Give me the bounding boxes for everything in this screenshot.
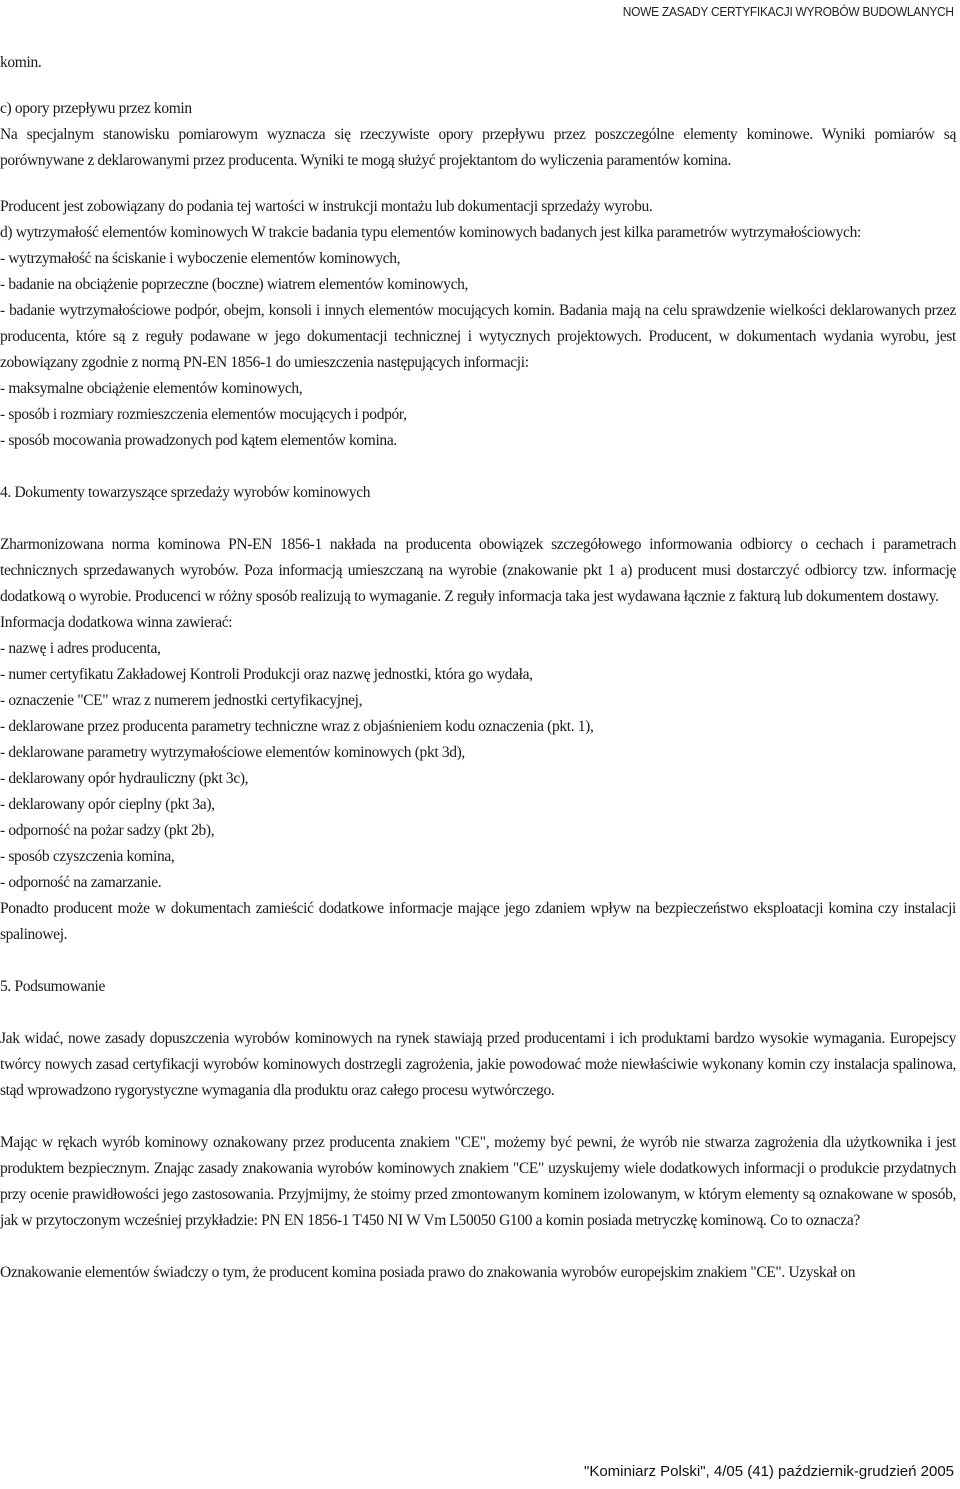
- list-item: - deklarowane parametry wytrzymałościowe elementów kominowych (pkt 3d),: [0, 744, 465, 761]
- list-item: - oznaczenie "CE" wraz z numerem jednostki certyfikacyjnej,: [0, 692, 363, 709]
- list-item: - nazwę i adres producenta,: [0, 640, 161, 657]
- list-item: - wytrzymałość na ściskanie i wyboczenie elementów kominowych,: [0, 250, 401, 267]
- paragraph: Producent jest zobowiązany do podania tej wartości w instrukcji montażu lub dokumentacji sprzedaży wyrobu.: [0, 198, 653, 215]
- list-item: - badanie na obciążenie poprzeczne (boczne) wiatrem elementów kominowych,: [0, 276, 469, 293]
- paragraph: Na specjalnym stanowisku pomiarowym wyznacza się rzeczywiste opory przepływu przez poszczególne elementy kominowe. Wyniki pomiarów są porównywane z deklarowanymi przez producenta. Wyniki te mogą służyć projektantom do wyliczenia paramentów komina.: [0, 126, 956, 169]
- list-item: - maksymalne obciążenie elementów kominowych,: [0, 380, 303, 397]
- paragraph: Jak widać, nowe zasady dopuszczenia wyrobów kominowych na rynek stawiają przed producentami i ich produktami bardzo wysokie wymagania. Europejscy twórcy nowych zasad certyfikacji wyrobów kominowych dostrzegli zagrożenia, jakie powodować może niewłaściwie wykonany komin czy instalacja spalinowa, stąd wprowadzono rygorystyczne wymagania dla produktu oraz całego procesu wytwórczego.: [0, 1030, 956, 1099]
- paragraph: Oznakowanie elementów świadczy o tym, że producent komina posiada prawo do znakowania wyrobów europejskim znakiem "CE". Uzyskał on: [0, 1264, 856, 1281]
- running-header: NOWE ZASADY CERTYFIKACJI WYROBÓW BUDOWLANYCH: [623, 4, 954, 19]
- section-heading-d: d) wytrzymałość elementów kominowych W trakcie badania typu elementów kominowych badanych jest kilka parametrów wytrzymałościowych:: [0, 224, 861, 241]
- section-heading-4: 4. Dokumenty towarzyszące sprzedaży wyrobów kominowych: [0, 484, 371, 501]
- list-item: - numer certyfikatu Zakładowej Kontroli Produkcji oraz nazwę jednostki, która go wydała,: [0, 666, 533, 683]
- list-item: - sposób czyszczenia komina,: [0, 848, 175, 865]
- paragraph: Mając w rękach wyrób kominowy oznakowany przez producenta znakiem "CE", możemy być pewni, że wyrób nie stwarza zagrożenia dla użytkownika i jest produktem bezpiecznym. Znając zasady znakowania wyrobów kominowych znakiem "CE" uzyskujemy wiele dodatkowych informacji o produkcie przydatnych przy ocenie prawidłowości jego zastosowania. Przyjmijmy, że stoimy przed zmontowanym kominem izolowanym, w którym elementy są oznakowane w sposób, jak w przytoczonym wcześniej przykładzie: PN EN 1856-1 T450 NI W Vm L50050 G100 a komin posiada metryczkę kominową. Co to oznacza?: [0, 1134, 956, 1229]
- list-item: - sposób mocowania prowadzonych pod kątem elementów komina.: [0, 432, 397, 449]
- list-item: - deklarowane przez producenta parametry techniczne wraz z objaśnieniem kodu oznaczenia (pkt. 1),: [0, 718, 594, 735]
- list-item: - deklarowany opór cieplny (pkt 3a),: [0, 796, 215, 813]
- section-heading-5: 5. Podsumowanie: [0, 978, 105, 995]
- section-heading-c: c) opory przepływu przez komin: [0, 100, 192, 117]
- article-body: [0, 50, 956, 1286]
- list-item: - deklarowany opór hydrauliczny (pkt 3c),: [0, 770, 249, 787]
- journal-footer: "Kominiarz Polski", 4/05 (41) październik-grudzień 2005: [584, 1463, 954, 1480]
- list-item: - odporność na pożar sadzy (pkt 2b),: [0, 822, 215, 839]
- paragraph: Informacja dodatkowa winna zawierać:: [0, 614, 233, 631]
- list-item: - badanie wytrzymałościowe podpór, obejm, konsoli i innych elementów mocujących komin. Badania mają na celu sprawdzenie wielkości deklarowanych przez producenta, które są z reguły podawane w jego dokumentacji technicznej i wytycznych projektowych. Producent, w dokumentach wydania wyrobu, jest zobowiązany zgodnie z normą PN-EN 1856-1 do umieszczenia następujących informacji:: [0, 302, 956, 371]
- paragraph: komin.: [0, 54, 42, 71]
- paragraph: Zharmonizowana norma kominowa PN-EN 1856-1 nakłada na producenta obowiązek szczegółowego informowania odbiorcy o cechach i parametrach technicznych sprzedawanych wyrobów. Poza informacją umieszczaną na wyrobie (znakowanie pkt 1 a) producent musi dostarczyć odbiorcy tzw. informację dodatkową o wyrobie. Producenci w różny sposób realizują to wymaganie. Z reguły informacja taka jest wydawana łącznie z fakturą lub dokumentem dostawy.: [0, 536, 956, 605]
- list-item: - odporność na zamarzanie.: [0, 874, 162, 891]
- list-item: - sposób i rozmiary rozmieszczenia elementów mocujących i podpór,: [0, 406, 407, 423]
- paragraph: Ponadto producent może w dokumentach zamieścić dodatkowe informacje mające jego zdaniem wpływ na bezpieczeństwo eksploatacji komina czy instalacji spalinowej.: [0, 900, 956, 943]
